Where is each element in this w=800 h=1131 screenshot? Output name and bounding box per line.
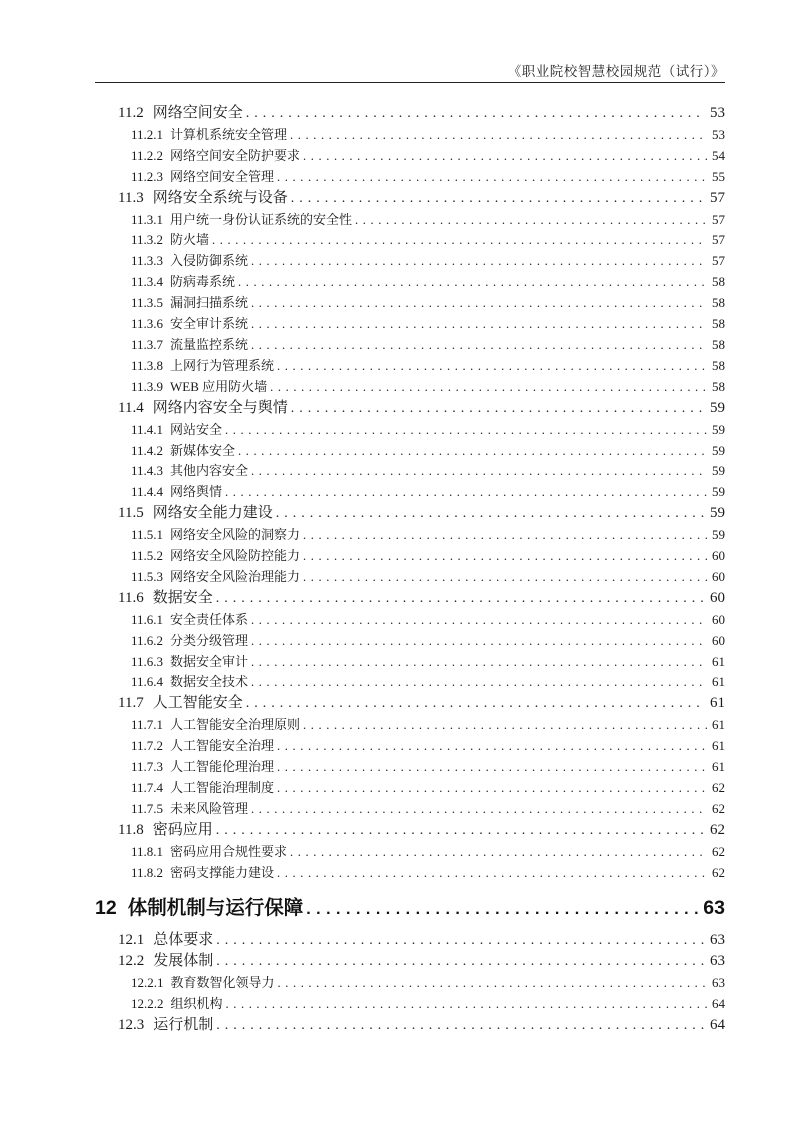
toc-entry[interactable] xyxy=(95,842,725,863)
toc-entry-page-number: 62 xyxy=(712,800,725,816)
toc-dot-leader xyxy=(303,715,707,736)
toc-entry-title: 密码应用 xyxy=(152,821,213,838)
toc-entry-number: 11.3.6 xyxy=(131,316,164,332)
toc-entry[interactable] xyxy=(95,652,725,673)
toc-entry-number: 11.8 xyxy=(118,821,144,838)
toc-entry-number: 11.2.1 xyxy=(131,126,164,142)
toc-entry-number: 11.7.4 xyxy=(131,780,164,795)
toc-entry-title: 未来风险管理 xyxy=(170,800,249,816)
toc-dot-leader xyxy=(251,251,707,272)
toc-dot-leader xyxy=(216,820,705,842)
toc-entry[interactable] xyxy=(95,503,725,525)
header-rule xyxy=(95,82,725,83)
toc-dot-leader xyxy=(303,567,707,588)
toc-entry[interactable] xyxy=(95,103,725,125)
toc-entry-page-number: 59 xyxy=(712,421,725,437)
toc-entry-title: 网络内容安全与舆情 xyxy=(152,399,288,416)
toc-entry-page-number: 53 xyxy=(710,105,725,121)
toc-entry-number: 11.6.3 xyxy=(131,653,164,669)
toc-dot-leader xyxy=(246,103,705,125)
toc-entry-page-number: 57 xyxy=(712,253,725,269)
toc-entry-page-number: 55 xyxy=(712,168,725,184)
toc-dot-leader xyxy=(290,842,707,863)
toc-entry-title: 数据安全技术 xyxy=(170,674,249,690)
toc-entry[interactable] xyxy=(95,210,725,231)
toc-entry-page-number: 60 xyxy=(712,632,725,648)
toc-dot-leader xyxy=(277,863,707,884)
toc-entry[interactable] xyxy=(95,973,725,994)
toc-entry-page-number: 62 xyxy=(710,821,725,838)
toc-entry-title: 组织机构 xyxy=(170,996,223,1012)
toc-entry-page-number: 61 xyxy=(712,717,725,733)
toc-entry-title: 网络安全风险的洞察力 xyxy=(170,527,301,543)
toc-entry[interactable] xyxy=(95,335,725,356)
toc-entry[interactable] xyxy=(95,125,725,146)
toc-entry-page-number: 58 xyxy=(712,274,725,290)
toc-entry-title: 人工智能安全治理原则 xyxy=(170,717,301,733)
toc-entry-title: 防病毒系统 xyxy=(170,274,236,290)
toc-dot-leader xyxy=(291,398,705,420)
toc-entry-title: 数据安全审计 xyxy=(170,653,249,669)
toc-entry[interactable] xyxy=(95,314,725,335)
toc-dot-leader xyxy=(277,778,707,799)
toc-entry[interactable] xyxy=(95,525,725,546)
toc-entry[interactable] xyxy=(95,930,725,952)
toc-dot-leader xyxy=(251,610,707,631)
toc-dot-leader xyxy=(238,272,707,293)
toc-entry-number: 11.3.7 xyxy=(131,336,164,352)
toc-dot-leader xyxy=(270,377,707,398)
toc-entry[interactable] xyxy=(95,588,725,610)
toc-entry-page-number: 58 xyxy=(712,336,725,352)
toc-dot-leader xyxy=(251,799,707,820)
toc-entry-number: 11.3.2 xyxy=(131,232,164,248)
toc-entry-number: 11.3.5 xyxy=(131,295,164,311)
toc-entry-number: 11.6.2 xyxy=(131,632,164,648)
toc-entry-title: 上网行为管理系统 xyxy=(170,357,275,373)
toc-dot-leader xyxy=(291,188,705,210)
toc-entry-page-number: 58 xyxy=(712,316,725,332)
toc-entry-page-number: 59 xyxy=(712,527,725,543)
toc-entry[interactable] xyxy=(95,188,725,210)
toc-entry[interactable] xyxy=(95,757,725,778)
toc-entry-number: 11.2.3 xyxy=(131,168,164,184)
toc-entry-number: 11.5 xyxy=(118,505,144,522)
toc-entry-page-number: 58 xyxy=(712,357,725,373)
toc-entry[interactable] xyxy=(95,715,725,736)
toc-entry-number: 11.7.5 xyxy=(131,800,164,816)
toc-entry-title: 网络安全风险治理能力 xyxy=(170,568,301,584)
toc-entry-title: 安全审计系统 xyxy=(170,316,249,332)
toc-entry[interactable] xyxy=(95,482,725,503)
toc-list xyxy=(95,103,725,1037)
toc-entry-number: 11.4 xyxy=(118,399,144,416)
toc-entry-number: 11.5.3 xyxy=(131,568,164,584)
toc-dot-leader xyxy=(303,146,707,167)
toc-entry-number: 11.7.2 xyxy=(131,738,164,754)
toc-entry-page-number: 64 xyxy=(710,1017,725,1034)
toc-dot-leader xyxy=(251,335,707,356)
toc-entry[interactable] xyxy=(95,799,725,820)
toc-entry-title: 其他内容安全 xyxy=(170,463,249,479)
toc-entry[interactable] xyxy=(95,356,725,377)
toc-entry[interactable] xyxy=(95,293,725,314)
toc-entry-number: 11.2.2 xyxy=(131,147,164,163)
toc-entry-page-number: 60 xyxy=(710,589,725,606)
toc-entry[interactable] xyxy=(95,230,725,251)
toc-entry-title: 入侵防御系统 xyxy=(170,253,249,269)
toc-entry[interactable] xyxy=(95,546,725,567)
toc-entry-title: 体制机制与运行保障 xyxy=(127,896,304,919)
toc-entry-title: WEB 应用防火墙 xyxy=(170,378,268,394)
toc-entry[interactable] xyxy=(95,567,725,588)
toc-entry-title: 密码支撑能力建设 xyxy=(170,864,275,880)
running-header-title: 《职业院校智慧校园规范（试行）》 xyxy=(507,64,725,79)
toc-entry-page-number: 59 xyxy=(712,484,725,500)
toc-entry-page-number: 60 xyxy=(712,611,725,627)
toc-dot-leader xyxy=(225,420,707,441)
toc-entry-page-number: 62 xyxy=(712,864,725,880)
toc-entry-page-number: 58 xyxy=(712,378,725,394)
toc-entry-page-number: 59 xyxy=(710,399,725,416)
toc-dot-leader xyxy=(278,973,707,994)
toc-dot-leader xyxy=(290,125,707,146)
toc-entry-page-number: 59 xyxy=(712,463,725,479)
toc-entry[interactable] xyxy=(95,631,725,652)
toc-entry-title: 防火墙 xyxy=(170,232,210,248)
toc-entry-page-number: 61 xyxy=(712,759,725,775)
toc-dot-leader xyxy=(303,525,707,546)
toc-entry[interactable] xyxy=(95,672,725,693)
toc-entry-number: 11.4.4 xyxy=(131,484,164,500)
toc-entry-title: 新媒体安全 xyxy=(170,442,236,458)
toc-entry-number: 12.2.2 xyxy=(131,996,164,1012)
toc-entry-number: 12.3 xyxy=(118,1017,145,1034)
toc-entry[interactable] xyxy=(95,895,725,923)
toc-entry[interactable] xyxy=(95,863,725,884)
toc-entry-title: 网站安全 xyxy=(170,421,223,437)
toc-entry-title: 网络空间安全 xyxy=(152,105,243,121)
toc-entry-page-number: 57 xyxy=(712,211,725,227)
toc-entry-page-number: 57 xyxy=(710,189,725,206)
toc-entry-number: 11.6 xyxy=(118,589,144,606)
toc-entry[interactable] xyxy=(95,272,725,293)
toc-entry-title: 计算机系统安全管理 xyxy=(170,126,288,142)
toc-entry-title: 网络舆情 xyxy=(170,484,223,500)
toc-entry-page-number: 62 xyxy=(712,780,725,795)
toc-entry-title: 教育数智化领导力 xyxy=(170,975,275,991)
toc-entry-title: 安全责任体系 xyxy=(170,611,249,627)
toc-entry-number: 11.7.1 xyxy=(131,717,164,733)
toc-dot-leader xyxy=(303,546,707,567)
toc-dot-leader xyxy=(277,736,707,757)
toc-dot-leader xyxy=(246,693,705,715)
toc-entry-page-number: 61 xyxy=(712,674,725,690)
toc-entry[interactable] xyxy=(95,778,725,799)
toc-dot-leader xyxy=(225,482,707,503)
toc-entry[interactable] xyxy=(95,610,725,631)
toc-entry[interactable] xyxy=(95,167,725,188)
toc-entry-title: 网络安全能力建设 xyxy=(152,505,273,522)
toc-entry-page-number: 63 xyxy=(710,931,725,948)
toc-entry-page-number: 62 xyxy=(712,843,725,859)
toc-entry-title: 网络安全风险防控能力 xyxy=(170,548,301,564)
toc-dot-leader xyxy=(276,503,705,525)
toc-entry-number: 11.3.3 xyxy=(131,253,164,269)
toc-entry-page-number: 61 xyxy=(712,738,725,754)
toc-entry-number: 11.4.2 xyxy=(131,442,164,458)
toc-entry[interactable] xyxy=(95,1015,725,1037)
toc-entry[interactable] xyxy=(95,251,725,272)
toc-entry-page-number: 63 xyxy=(703,896,725,919)
toc-entry[interactable] xyxy=(95,441,725,462)
toc-entry[interactable] xyxy=(95,994,725,1015)
toc-dot-leader xyxy=(251,293,707,314)
toc-entry-page-number: 53 xyxy=(712,126,725,142)
toc-entry-number: 11.6.1 xyxy=(131,611,164,627)
toc-entry-title: 用户统一身份认证系统的安全性 xyxy=(170,211,353,227)
toc-entry-title: 人工智能安全治理 xyxy=(170,738,275,754)
toc-entry-page-number: 63 xyxy=(712,975,725,991)
toc-entry-title: 漏洞扫描系统 xyxy=(170,295,249,311)
toc-entry-number: 11.8.2 xyxy=(131,864,164,880)
toc-entry[interactable] xyxy=(95,377,725,398)
toc-dot-leader xyxy=(216,930,705,952)
toc-entry-number: 11.3 xyxy=(118,189,144,206)
toc-entry-number: 11.5.2 xyxy=(131,548,164,564)
toc-dot-leader xyxy=(216,951,705,973)
toc-dot-leader xyxy=(216,1015,705,1037)
toc-entry-title: 密码应用合规性要求 xyxy=(170,843,288,859)
toc-entry-number: 11.8.1 xyxy=(131,843,164,859)
toc-entry-page-number: 60 xyxy=(712,568,725,584)
toc-entry-number: 12.1 xyxy=(118,931,145,948)
toc-dot-leader xyxy=(277,356,707,377)
toc-entry-title: 流量监控系统 xyxy=(170,336,249,352)
toc-dot-leader xyxy=(212,230,707,251)
toc-entry-number: 12 xyxy=(95,896,117,919)
toc-dot-leader xyxy=(216,588,705,610)
toc-entry-title: 人工智能治理制度 xyxy=(170,780,275,795)
toc-entry-number: 11.3.8 xyxy=(131,357,164,373)
toc-dot-leader xyxy=(277,167,707,188)
toc-dot-leader xyxy=(251,652,707,673)
toc-entry-title: 分类分级管理 xyxy=(170,632,249,648)
toc-entry-number: 11.6.4 xyxy=(131,674,164,690)
toc-entry[interactable] xyxy=(95,693,725,715)
toc-dot-leader xyxy=(251,314,707,335)
toc-entry-title: 运行机制 xyxy=(153,1017,214,1034)
toc-entry-title: 网络空间安全管理 xyxy=(170,168,275,184)
toc-entry-number: 11.2 xyxy=(118,105,144,121)
toc-entry-number: 11.5.1 xyxy=(131,527,164,543)
toc-entry-number: 12.2.1 xyxy=(131,975,164,991)
toc-dot-leader xyxy=(251,461,707,482)
toc-entry-page-number: 63 xyxy=(710,953,725,970)
toc-entry-page-number: 59 xyxy=(710,505,725,522)
toc-entry-number: 11.3.4 xyxy=(131,274,164,290)
toc-entry-page-number: 60 xyxy=(712,548,725,564)
toc-entry-page-number: 54 xyxy=(712,147,725,163)
toc-dot-leader xyxy=(277,757,707,778)
toc-dot-leader xyxy=(306,895,698,923)
toc-entry-number: 11.3.9 xyxy=(131,378,164,394)
toc-entry-title: 人工智能伦理治理 xyxy=(170,759,275,775)
toc-entry-number: 11.7.3 xyxy=(131,759,164,775)
toc-entry-number: 11.4.1 xyxy=(131,421,164,437)
toc-dot-leader xyxy=(251,672,707,693)
toc-entry-number: 12.2 xyxy=(118,953,145,970)
toc-dot-leader xyxy=(238,441,707,462)
toc-dot-leader xyxy=(355,210,707,231)
toc-entry-number: 11.7 xyxy=(118,695,144,712)
toc-entry[interactable] xyxy=(95,461,725,482)
toc-entry-page-number: 61 xyxy=(712,653,725,669)
toc-entry-page-number: 59 xyxy=(712,442,725,458)
toc-entry-title: 发展体制 xyxy=(153,953,214,970)
toc-entry-page-number: 58 xyxy=(712,295,725,311)
toc-entry-title: 人工智能安全 xyxy=(152,695,243,712)
toc-entry-title: 网络安全系统与设备 xyxy=(152,189,288,206)
toc-entry[interactable] xyxy=(95,820,725,842)
toc-dot-leader xyxy=(226,994,707,1015)
toc-entry[interactable] xyxy=(95,398,725,420)
toc-entry-page-number: 61 xyxy=(710,695,725,712)
toc-entry-title: 总体要求 xyxy=(153,931,214,948)
toc-entry[interactable] xyxy=(95,736,725,757)
toc-entry-title: 网络空间安全防护要求 xyxy=(170,147,301,163)
toc-entry[interactable] xyxy=(95,420,725,441)
toc-entry[interactable] xyxy=(95,146,725,167)
toc-entry-number: 11.3.1 xyxy=(131,211,164,227)
toc-entry[interactable] xyxy=(95,951,725,973)
toc-entry-page-number: 57 xyxy=(712,232,725,248)
toc-entry-page-number: 64 xyxy=(712,996,725,1012)
toc-entry-title: 数据安全 xyxy=(152,589,213,606)
toc-dot-leader xyxy=(251,631,707,652)
toc-entry-number: 11.4.3 xyxy=(131,463,164,479)
